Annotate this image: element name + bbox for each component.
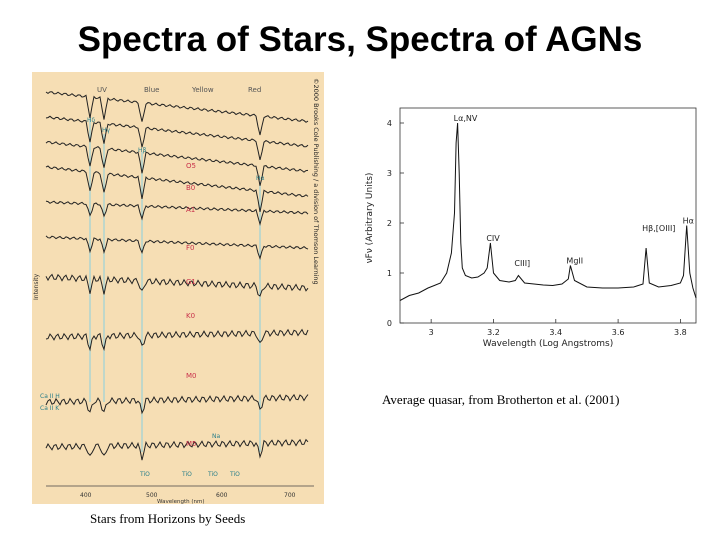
line-label-tio-1: TiO [140,471,150,478]
stellar-x-tick-500: 500 [146,492,158,499]
line-label-na: Na [212,433,221,440]
stellar-y-axis-label: Intensity [33,273,40,300]
plot-frame [400,108,696,323]
x-tick-label: 3.2 [487,328,500,337]
line-label-hdelta: Hδ [87,117,96,124]
y-tick-label: 3 [386,169,392,178]
x-tick-label: 3.4 [549,328,563,337]
stellar-x-tick-600: 600 [216,492,228,499]
y-tick-label: 1 [386,269,392,278]
y-tick-label: 0 [386,319,392,328]
line-label-tio-4: TiO [230,471,240,478]
emission-line-label: Hα [682,216,694,226]
copyright-text: ©2000 Brooks Cole Publishing / a division of Thomson Learning [312,78,320,285]
spectral-type-o5: O5 [186,162,196,170]
stellar-figure-background [32,72,324,504]
stellar-x-tick-700: 700 [284,492,296,499]
emission-line-label: CIII] [514,259,531,268]
emission-line-label: CIV [486,234,500,243]
line-label-ca-k: Ca II K [40,405,60,412]
quasar-caption: Average quasar, from Brotherton et al. (2001) [382,392,620,407]
y-tick-label: 2 [386,219,392,228]
line-label-halpha: Hα [256,175,265,182]
spectral-type-b0: B0 [186,184,196,192]
emission-line-label: Lα,NV [453,114,478,123]
stellar-spectra-figure [32,72,324,504]
spectral-type-m0: M0 [186,372,197,380]
spectral-type-g1: G1 [186,278,196,286]
band-label-blue: Blue [144,86,160,94]
stellar-caption: Stars from Horizons by Seeds [90,511,246,526]
quasar-x-axis-label: Wavelength (Log Angstroms) [482,339,614,349]
x-tick-label: 3 [428,328,434,337]
line-label-tio-2: TiO [182,471,192,478]
spectral-type-f0: F0 [186,244,195,252]
band-label-yellow: Yellow [192,86,214,94]
emission-line-label: MgII [566,256,584,266]
line-label-hbeta: Hβ [138,147,147,154]
stellar-x-tick-400: 400 [80,492,92,499]
band-label-red: Red [248,86,262,94]
x-tick-label: 3.8 [674,328,687,337]
line-label-hgamma: Hγ [102,127,111,134]
slide-title: Spectra of Stars, Spectra of AGNs [77,20,643,59]
x-axis-ticks [429,319,687,337]
quasar-spectrum-chart [360,98,705,350]
y-axis-ticks [387,119,404,328]
band-label-uv: UV [97,86,107,94]
emission-line-label: Hβ,[OIII] [642,224,676,233]
quasar-y-axis-label: νFν (Arbitrary Units) [365,172,375,264]
line-label-ca-h: Ca II H [40,393,60,400]
stellar-x-axis-label: Wavelength (nm) [157,499,205,504]
line-label-tio-3: TiO [208,471,218,478]
y-tick-label: 4 [386,119,392,128]
spectral-type-k0: K0 [186,312,196,320]
quasar-spectrum-line [400,123,696,301]
spectral-type-a1: A1 [186,206,196,214]
x-tick-label: 3.6 [611,328,625,337]
spectral-type-m5: M5 [186,440,197,448]
